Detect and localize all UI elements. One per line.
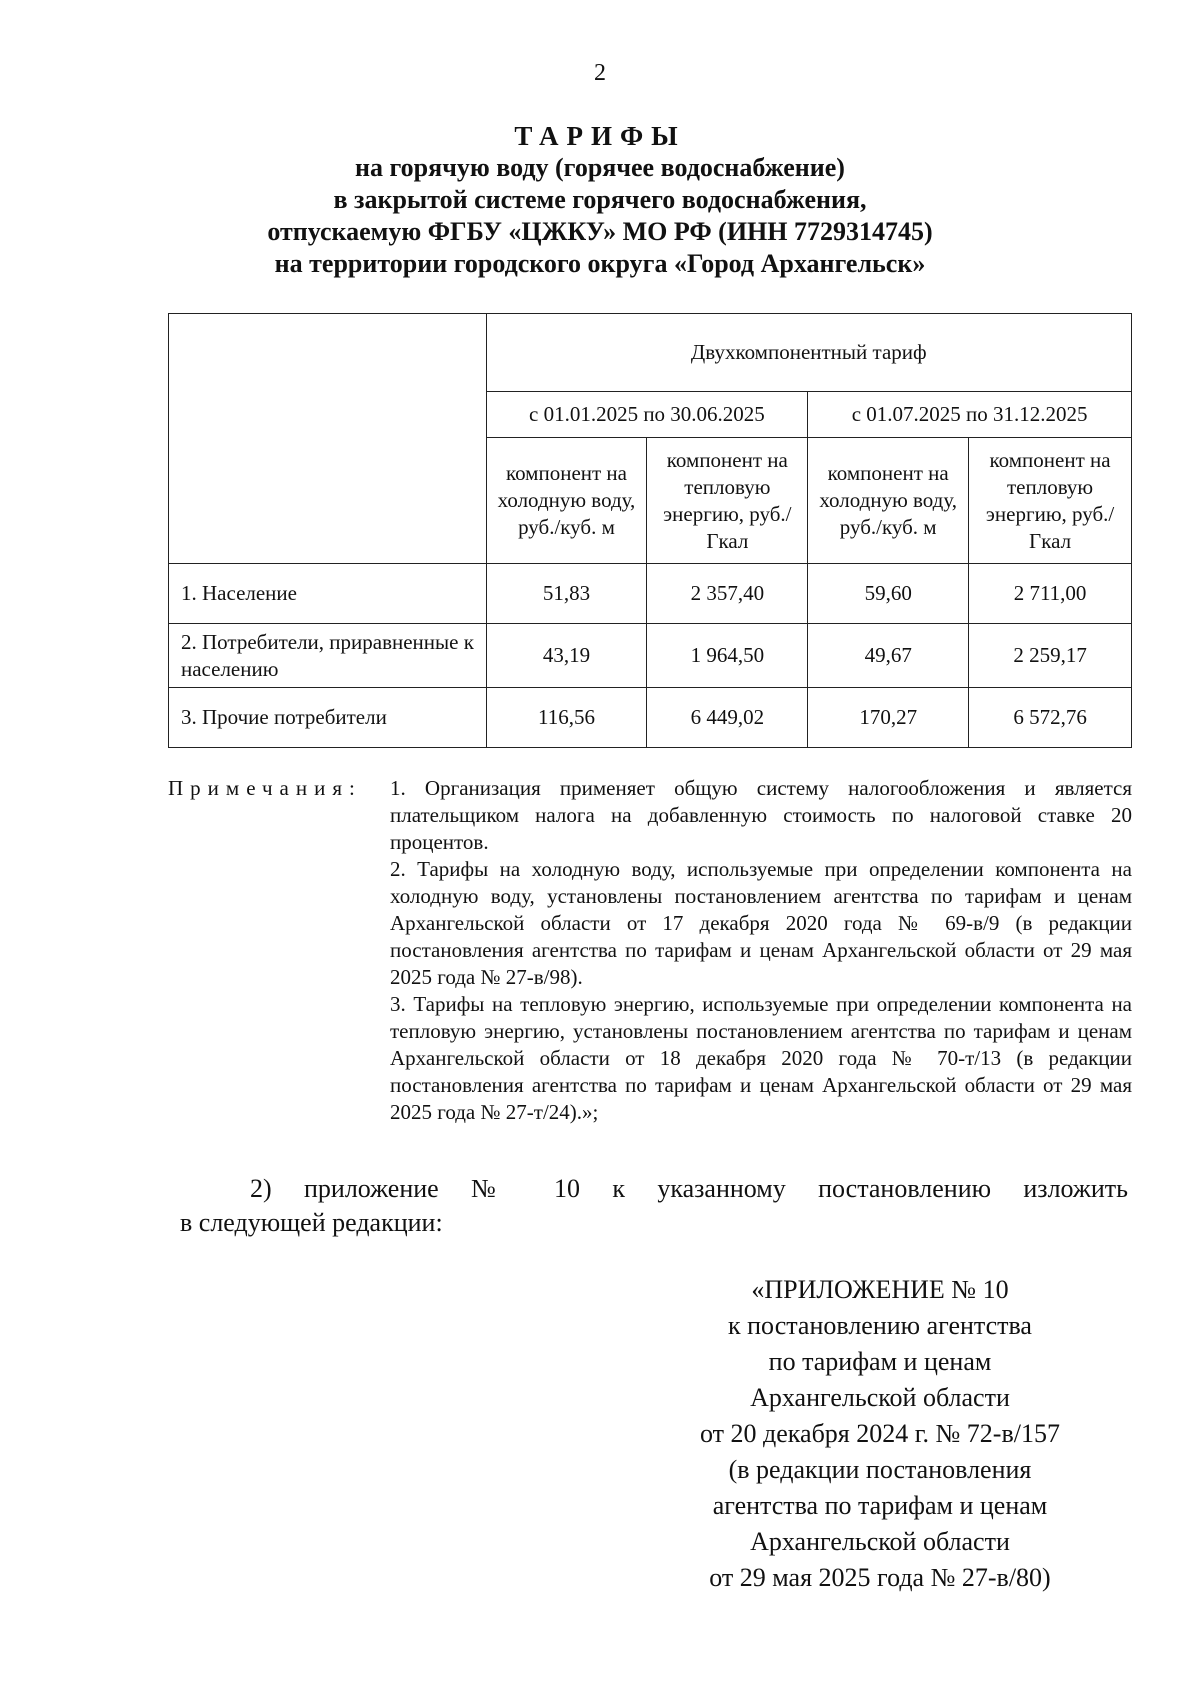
- title-line-1: на горячую воду (горячее водоснабжение): [355, 153, 845, 182]
- table-component-header: компонент на тепловую энергию, руб./Гкал: [647, 438, 808, 564]
- amendment-paragraph: [180, 1172, 1128, 1240]
- table-cell: 170,27: [808, 688, 969, 748]
- appendix-line: Архангельской области: [750, 1383, 1010, 1412]
- appendix-line: «ПРИЛОЖЕНИЕ № 10: [751, 1275, 1009, 1304]
- row-label: 3. Прочие потребители: [169, 688, 487, 748]
- page-number: 2: [594, 60, 606, 86]
- table-corner-cell: [169, 314, 487, 564]
- appendix-line: по тарифам и ценам: [768, 1347, 992, 1376]
- title-line-2: в закрытой системе горячего водоснабжения,: [333, 185, 867, 214]
- appendix-heading: [620, 1272, 1140, 1596]
- table-cell: 51,83: [486, 564, 647, 624]
- note-item: 3. Тарифы на тепловую энергию, используемые при определении компонента на тепловую энергию, установлены постановлением агентства по тарифам и ценам Архангельской области от 18 декабря 2020 года № 70-т/13 (в редакции постановления агентства по тарифам и ценам Архангельской области от 29 мая 2025 года № 27-т/24).»;: [390, 992, 1132, 1124]
- notes-label: Примечания:: [168, 776, 362, 800]
- table-row: [169, 624, 1132, 688]
- appendix-line: (в редакции постановления: [728, 1455, 1032, 1484]
- title-line-3: отпускаемую ФГБУ «ЦЖКУ» МО РФ (ИНН 7729314745): [267, 217, 933, 246]
- tariff-table: [168, 313, 1132, 748]
- appendix-line: от 29 мая 2025 года № 27-в/80): [709, 1563, 1051, 1592]
- note-item: 1. Организация применяет общую систему налогообложения и является плательщиком налога на добавленную стоимость по налоговой ставке 20 процентов.: [390, 776, 1132, 854]
- paragraph-line-1: 2) приложение № 10 к указанному постановлению изложить: [250, 1174, 1128, 1203]
- table-row: [169, 564, 1132, 624]
- note-item: 2. Тарифы на холодную воду, используемые при определении компонента на холодную воду, установлены постановлением агентства по тарифам и ценам Архангельской области от 17 декабря 2020 года № 69-в/9 (в редакции постановления агентства по тарифам и ценам Архангельской области от 29 мая 2025 года № 27-в/98).: [390, 857, 1132, 989]
- table-cell: 2 259,17: [969, 624, 1132, 688]
- appendix-line: от 20 декабря 2024 г. № 72-в/157: [700, 1419, 1060, 1448]
- table-cell: 6 572,76: [969, 688, 1132, 748]
- table-component-header: компонент на холодную воду, руб./куб. м: [486, 438, 647, 564]
- table-cell: 59,60: [808, 564, 969, 624]
- table-cell: 2 711,00: [969, 564, 1132, 624]
- table-cell: 1 964,50: [647, 624, 808, 688]
- table-component-header: компонент на тепловую энергию, руб./Гкал: [969, 438, 1132, 564]
- table-cell: 116,56: [486, 688, 647, 748]
- table-cell: 2 357,40: [647, 564, 808, 624]
- table-cell: 43,19: [486, 624, 647, 688]
- table-cell: 49,67: [808, 624, 969, 688]
- appendix-line: к постановлению агентства: [728, 1311, 1032, 1340]
- table-row: [169, 688, 1132, 748]
- table-cell: 6 449,02: [647, 688, 808, 748]
- table-period-2: с 01.07.2025 по 31.12.2025: [808, 392, 1132, 438]
- document-title: [160, 120, 1040, 280]
- row-label: 2. Потребители, приравненные к населению: [169, 624, 487, 688]
- title-main: ТАРИФЫ: [514, 121, 686, 151]
- paragraph-line-2: в следующей редакции:: [180, 1208, 443, 1237]
- row-label: 1. Население: [169, 564, 487, 624]
- table-component-header: компонент на холодную воду, руб./куб. м: [808, 438, 969, 564]
- table-period-1: с 01.01.2025 по 30.06.2025: [486, 392, 808, 438]
- title-line-4: на территории городского округа «Город Архангельск»: [274, 249, 926, 278]
- table-header-main: Двухкомпонентный тариф: [486, 314, 1131, 392]
- notes-body: [390, 775, 1132, 1126]
- appendix-line: агентства по тарифам и ценам: [712, 1491, 1048, 1520]
- appendix-line: Архангельской области: [750, 1527, 1010, 1556]
